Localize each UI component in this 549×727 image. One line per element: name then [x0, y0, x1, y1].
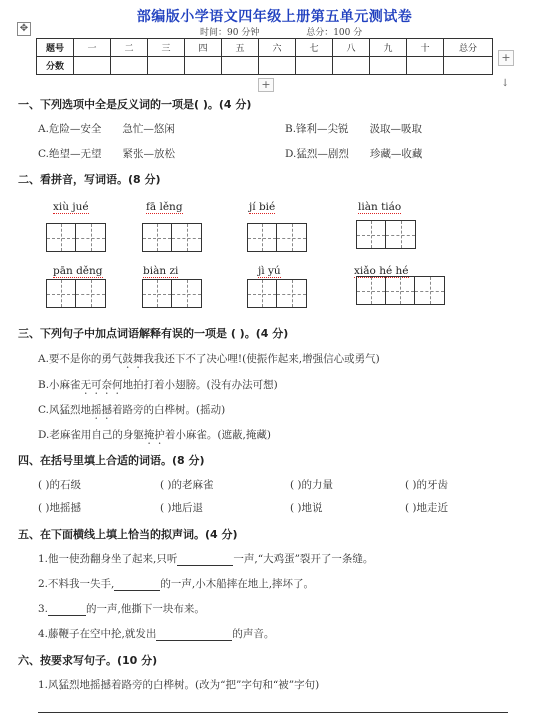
- writing-grid[interactable]: [142, 279, 202, 308]
- q4-blank[interactable]: ( )的老麻雀: [160, 479, 214, 491]
- score-header-cell: 四: [185, 39, 222, 57]
- pinyin-label: pān děng: [53, 265, 103, 277]
- score-header-cell: 九: [370, 39, 407, 57]
- q6-sentence-1: 1.风猛烈地摇撼着路旁的白桦树。(改为“把”字句和“被”字句): [38, 679, 320, 691]
- pinyin-label: liàn tiáo: [358, 201, 402, 213]
- answer-blank[interactable]: [48, 604, 86, 616]
- q3-option-c: C.风猛烈地摇撼着路旁的白桦树。(摇动): [38, 404, 226, 416]
- score-input-cell[interactable]: [148, 57, 185, 75]
- q5-sentence-4: 4.藤鞭子在空中抡,就发出 的声音。: [38, 628, 275, 640]
- score-header-cell: 六: [259, 39, 296, 57]
- time-limit: 时间：90 分钟: [200, 28, 260, 38]
- dotted-word: 鼓舞: [122, 353, 144, 365]
- pinyin-item: [143, 259, 178, 278]
- q4-blank[interactable]: ( )地后退: [160, 502, 204, 514]
- q4-blank[interactable]: ( )的力量: [290, 479, 334, 491]
- pinyin-item: [249, 195, 275, 214]
- score-table-header-row: [37, 39, 493, 57]
- table-move-handle-icon[interactable]: ✥: [17, 22, 31, 36]
- score-input-cell[interactable]: [185, 57, 222, 75]
- q1-option-b: B.锋利—尖锐 汲取—吸取: [285, 123, 423, 135]
- dotted-word: 摇撼: [91, 404, 112, 416]
- pinyin-label: fā lěng: [146, 201, 183, 213]
- add-row-button[interactable]: +: [258, 78, 274, 92]
- answer-blank[interactable]: [114, 579, 160, 591]
- score-header-cell: 一: [74, 39, 111, 57]
- score-header-cell: 八: [333, 39, 370, 57]
- return-arrow-icon: ↓: [501, 78, 510, 89]
- q5-sentence-3: 3. 的一声,他撕下一块布来。: [38, 603, 205, 615]
- q3-option-a: A.要不是你的勇气鼓舞我我还下不了决心哩!(使振作起来,增强信心或勇气): [38, 353, 380, 365]
- score-header-cell: 十: [407, 39, 444, 57]
- writing-grid[interactable]: [356, 220, 416, 249]
- q1-option-a: A.危险—安全 急忙—悠闲: [38, 123, 175, 135]
- dotted-word: 无可奈何: [80, 379, 123, 391]
- score-header-cell: 三: [148, 39, 185, 57]
- score-row-label: 分数: [37, 57, 74, 75]
- section-3-heading: 三、下列句子中加点词语解释有误的一项是 ( )。(4 分): [18, 327, 289, 340]
- q1-option-c: C.绝望—无望 紧张—放松: [38, 148, 175, 160]
- score-input-cell[interactable]: [111, 57, 148, 75]
- q4-blank[interactable]: ( )地说: [290, 502, 323, 514]
- writing-grid[interactable]: [46, 279, 106, 308]
- q5-sentence-2: 2.不料我一失手, 的一声,小木船摔在地上,摔坏了。: [38, 578, 315, 590]
- pinyin-label: jì yú: [258, 265, 281, 277]
- q4-blank[interactable]: ( )的牙齿: [405, 479, 449, 491]
- q5-sentence-1: 1.他一使劲翻身坐了起来,只听 一声,“大鸡蛋”裂开了一条缝。: [38, 553, 374, 565]
- pinyin-item: [358, 195, 401, 214]
- page-title: 部编版小学语文四年级上册第五单元测试卷: [136, 9, 413, 25]
- score-header-cell: 二: [111, 39, 148, 57]
- answer-line[interactable]: [38, 712, 508, 713]
- q3-option-d: D.老麻雀用自己的身躯掩护着小麻雀。(遮蔽,掩藏): [38, 429, 271, 441]
- score-input-cell[interactable]: [296, 57, 333, 75]
- total-score: 总分：100 分: [306, 28, 363, 38]
- score-input-cell[interactable]: [333, 57, 370, 75]
- writing-grid[interactable]: [46, 223, 106, 252]
- writing-grid[interactable]: [247, 279, 307, 308]
- score-table-score-row: [37, 57, 493, 75]
- answer-blank[interactable]: [177, 554, 233, 566]
- pinyin-item: [146, 195, 183, 214]
- score-header-cell: 五: [222, 39, 259, 57]
- pinyin-item: [53, 195, 89, 214]
- writing-grid[interactable]: [356, 276, 445, 305]
- score-input-cell[interactable]: [407, 57, 444, 75]
- dotted-word: 掩护: [143, 429, 165, 441]
- score-header-cell: 题号: [37, 39, 74, 57]
- score-header-cell: 总分: [444, 39, 493, 57]
- score-header-cell: 七: [296, 39, 333, 57]
- pinyin-label: biàn zi: [143, 265, 179, 277]
- section-4-heading: 四、在括号里填上合适的词语。(8 分): [18, 454, 205, 467]
- q4-blank[interactable]: ( )地摇撼: [38, 502, 82, 514]
- exam-info: [200, 25, 406, 38]
- writing-grid[interactable]: [247, 223, 307, 252]
- section-5-heading: 五、在下面横线上填上恰当的拟声词。(4 分): [18, 528, 238, 541]
- answer-blank[interactable]: [156, 629, 232, 641]
- add-column-button[interactable]: +: [498, 50, 514, 66]
- score-input-cell[interactable]: [74, 57, 111, 75]
- pinyin-label: xiǎo hé hé: [354, 265, 409, 277]
- q1-option-d: D.猛烈—剧烈 珍藏—收藏: [285, 148, 423, 160]
- pinyin-item: [258, 259, 281, 278]
- pinyin-label: jí bié: [249, 201, 276, 213]
- q4-blank[interactable]: ( )地走近: [405, 502, 449, 514]
- score-input-cell[interactable]: [222, 57, 259, 75]
- score-input-cell[interactable]: [444, 57, 493, 75]
- q4-blank[interactable]: ( )的石级: [38, 479, 82, 491]
- score-table: [36, 38, 493, 75]
- section-1-heading: 一、下列选项中全是反义词的一项是( )。(4 分): [18, 98, 252, 111]
- pinyin-item: [53, 259, 103, 278]
- writing-grid[interactable]: [142, 223, 202, 252]
- q3-option-b: B.小麻雀无可奈何地拍打着小翅膀。(没有办法可想): [38, 379, 278, 391]
- section-2-heading: 二、看拼音，写词语。(8 分): [18, 173, 161, 186]
- pinyin-label: xiù jué: [53, 201, 89, 213]
- score-input-cell[interactable]: [259, 57, 296, 75]
- score-input-cell[interactable]: [370, 57, 407, 75]
- section-6-heading: 六、按要求写句子。(10 分): [18, 654, 158, 667]
